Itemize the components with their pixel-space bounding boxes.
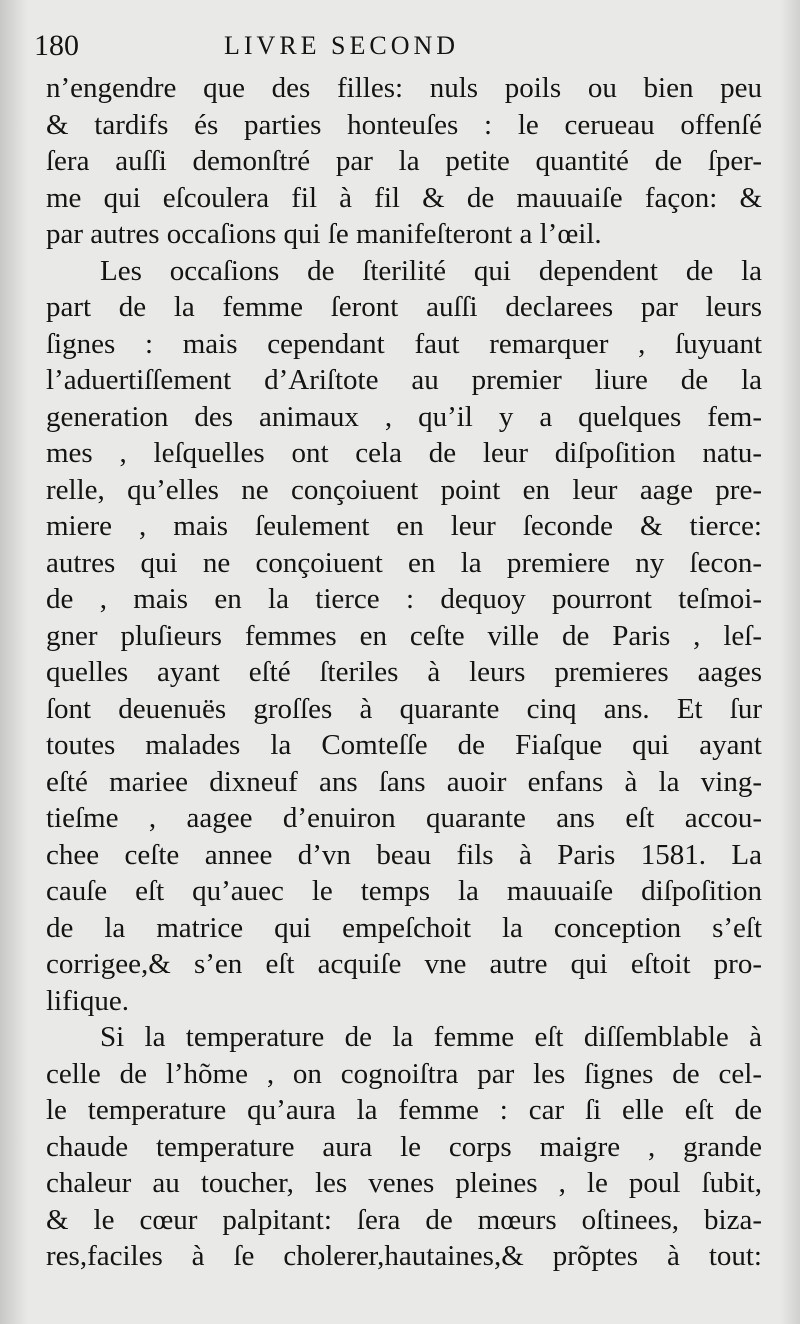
text-line: me qui eſcoulera fil à fil & de mauuaiſe façon: &	[46, 181, 762, 214]
text-line: res,faciles à ſe cholerer,hautaines,& prõptes à tout:	[46, 1240, 762, 1272]
text-line: cauſe eſt qu’auec le temps la mauuaiſe diſpoſition	[46, 875, 762, 907]
text-line: generation des animaux , qu’il y a quelques fem-	[46, 400, 762, 433]
text-line: de la matrice qui empeſchoit la conception s’eſt	[46, 911, 762, 944]
text-line: chee ceſte annee d’vn beau fils à Paris 1581. La	[46, 838, 762, 871]
text-line: eſté mariee dixneuf ans ſans auoir enfans à la ving-	[46, 765, 762, 798]
running-head: LIVRE SECOND	[224, 31, 460, 60]
page-edge-shadow	[780, 0, 800, 1324]
text-line: lifique.	[46, 984, 129, 1017]
text-line: toutes malades la Comteſſe de Fiaſque qui ayant	[46, 729, 762, 761]
page-number: 180	[34, 29, 79, 62]
text-line: & le cœur palpitant: ſera de mœurs oſtinees, biza-	[46, 1203, 762, 1236]
text-line: tieſme , aagee d’enuiron quarante ans eſt accou-	[46, 802, 762, 834]
text-line: chaude temperature aura le corps maigre , grande	[46, 1130, 762, 1163]
text-line: celle de l’hõme , on cognoiſtra par les ſignes de cel-	[46, 1057, 762, 1090]
paragraph-start-line: Les occaſions de ſterilité qui dependent de la	[100, 254, 762, 287]
text-line: & tardifs és parties honteuſes : le cerueau offenſé	[46, 108, 762, 141]
paragraph-start-line: Si la temperature de la femme eſt diſſemblable à	[100, 1021, 762, 1053]
text-line: l’aduertiſſement d’Ariſtote au premier liure de la	[46, 364, 762, 396]
text-line: le temperature qu’aura la femme : car ſi elle eſt de	[46, 1094, 762, 1126]
text-line: par autres occaſions qui ſe manifeſteront a l’œil.	[46, 218, 602, 250]
text-line: quelles ayant eſté ſteriles à leurs premieres aages	[46, 656, 762, 688]
text-line: gner pluſieurs femmes en ceſte ville de Paris , leſ-	[46, 619, 762, 652]
page-gutter-shadow	[0, 0, 28, 1324]
text-line: part de la femme ſeront auſſi declarees par leurs	[46, 291, 762, 323]
text-line: chaleur au toucher, les venes pleines , le poul ſubit,	[46, 1167, 762, 1199]
text-line: ſignes : mais cependant faut remarquer , ſuyuant	[46, 327, 762, 360]
text-line: autres qui ne conçoiuent en la premiere ny ſecon-	[46, 546, 762, 579]
text-line: relle, qu’elles ne conçoiuent point en leur aage pre-	[46, 473, 762, 506]
text-line: corrigee,& s’en eſt acquiſe vne autre qui eſtoit pro-	[46, 948, 762, 980]
body-text	[46, 70, 762, 1275]
text-line: ſont deuenuës groſſes à quarante cinq ans. Et ſur	[46, 692, 762, 725]
text-line: n’engendre que des filles: nuls poils ou bien peu	[46, 72, 762, 104]
text-line: miere , mais ſeulement en leur ſeconde & tierce:	[46, 510, 762, 542]
text-line: mes , leſquelles ont cela de leur diſpoſition natu-	[46, 437, 762, 469]
text-line: de , mais en la tierce : dequoy pourront teſmoi-	[46, 583, 762, 615]
text-line: ſera auſſi demonſtré par la petite quantité de ſper-	[46, 145, 762, 177]
page-header	[34, 28, 764, 64]
